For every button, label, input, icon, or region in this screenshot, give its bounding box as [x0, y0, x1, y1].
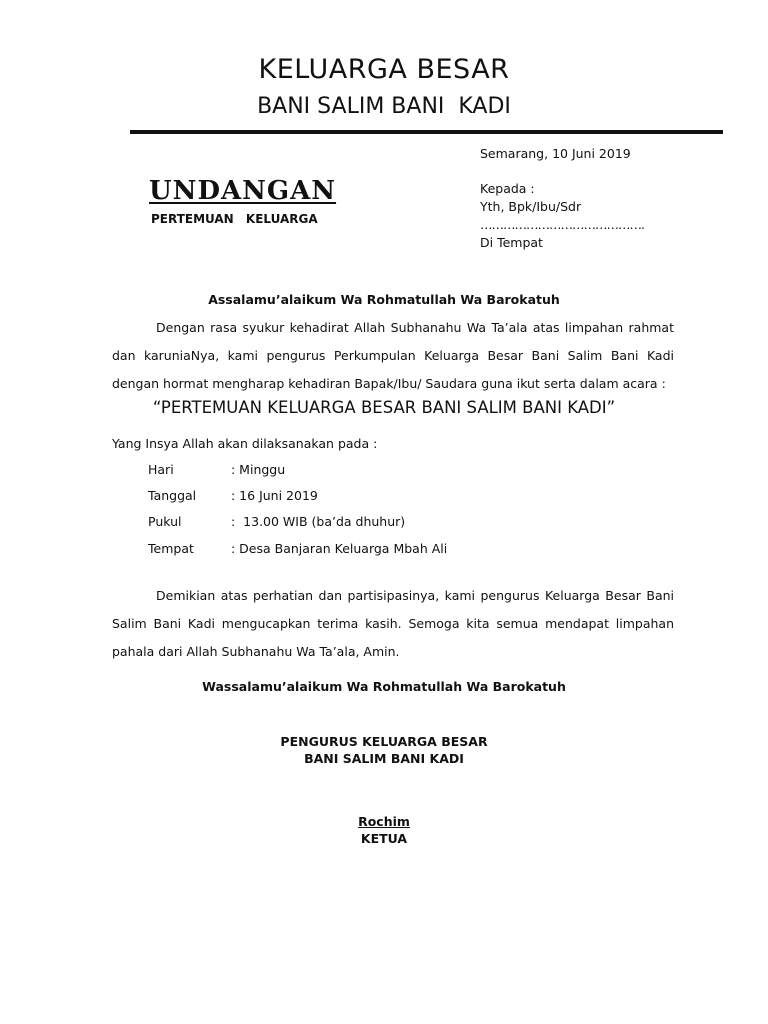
recipient-dots: ……………………………………. [480, 217, 644, 232]
place-date: Semarang, 10 Juni 2019 [480, 146, 631, 161]
recipient-yth: Yth, Bpk/Ibu/Sdr [480, 199, 582, 214]
closing-greeting: Wassalamu’alaikum Wa Rohmatullah Wa Barokatuh [202, 679, 566, 694]
recipient-location: Di Tempat [480, 235, 543, 250]
invitation-heading: UNDANGAN [149, 176, 337, 206]
signature-org-line2: BANI SALIM BANI KADI [304, 751, 464, 766]
signature-name: Rochim [358, 814, 410, 829]
signature-name-wrap [0, 814, 768, 829]
signature-position: KETUA [360, 831, 408, 846]
header-divider [130, 130, 723, 134]
closing-paragraph-text: Demikian atas perhatian dan partisipasinya, kami pengurus Keluarga Besar Bani Salim Bani Kadi mengucapkan terima kasih. Semoga kita semua mendapat limpahan pahala dari Allah Subhanahu Wa Ta’ala, Amin. [112, 588, 674, 659]
detail-label-pukul: Pukul [148, 514, 182, 529]
details-intro: Yang Insya Allah akan dilaksanakan pada : [112, 436, 378, 451]
opening-paragraph [112, 314, 674, 398]
detail-value-pukul: : 13.00 WIB (ba’da dhuhur) [231, 514, 406, 529]
recipient-kepada: Kepada : [480, 181, 535, 196]
detail-label-tempat: Tempat [148, 541, 194, 556]
signature-org-line1: PENGURUS KELUARGA BESAR [280, 734, 488, 749]
greeting: Assalamu’alaikum Wa Rohmatullah Wa Barokatuh [208, 292, 560, 307]
detail-value-hari: : Minggu [231, 462, 286, 477]
detail-value-tempat: : Desa Banjaran Keluarga Mbah Ali [231, 541, 448, 556]
org-subtitle: BANI SALIM BANI KADI [257, 94, 511, 119]
detail-label-tanggal: Tanggal [148, 488, 197, 503]
closing-paragraph [112, 582, 674, 666]
detail-value-tanggal: : 16 Juni 2019 [231, 488, 318, 503]
detail-label-hari: Hari [148, 462, 174, 477]
invitation-subheading: PERTEMUAN KELUARGA [151, 212, 318, 226]
org-title: KELUARGA BESAR [258, 54, 510, 85]
event-title: “PERTEMUAN KELUARGA BESAR BANI SALIM BANI KADI” [152, 398, 616, 417]
opening-paragraph-text: Dengan rasa syukur kehadirat Allah Subhanahu Wa Ta’ala atas limpahan rahmat dan karuniaNya, kami pengurus Perkumpulan Keluarga Besar Bani Salim Bani Kadi dengan hormat mengharap kehadiran Bapak/Ibu/ Saudara guna ikut serta dalam acara : [112, 320, 674, 391]
